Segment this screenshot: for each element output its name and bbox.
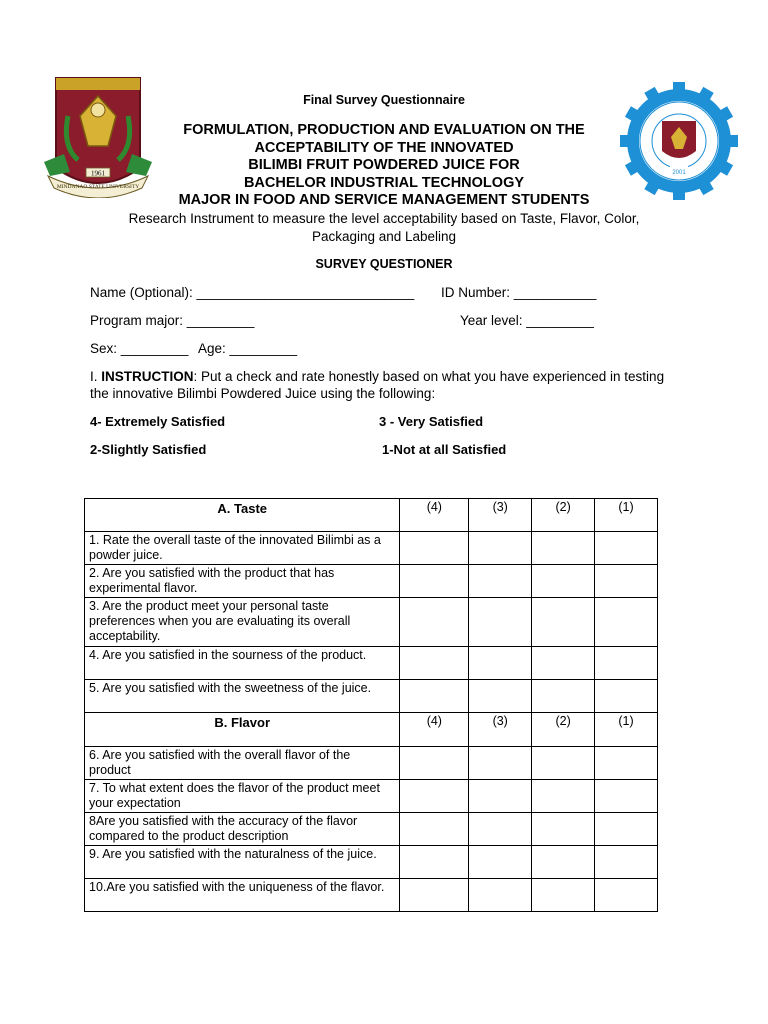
rating-cell[interactable]: [469, 598, 532, 647]
title-line-4: BACHELOR INDUSTRIAL TECHNOLOGY: [243, 174, 525, 191]
rating-cell[interactable]: [400, 813, 469, 846]
rating-cell[interactable]: [400, 598, 469, 647]
table-row: [85, 747, 658, 780]
rating-cell[interactable]: [469, 846, 532, 879]
question-cell: 10.Are you satisfied with the uniqueness of the flavor.: [85, 879, 400, 912]
rating-cell[interactable]: [532, 598, 595, 647]
rating-cell[interactable]: [595, 879, 658, 912]
table-row: [85, 780, 658, 813]
year-level-field[interactable]: Year level: _________: [460, 313, 594, 328]
name-field[interactable]: Name (Optional): _____________________________: [90, 285, 415, 300]
rating-cell[interactable]: [595, 846, 658, 879]
table-row: [85, 565, 658, 598]
rating-cell[interactable]: [469, 813, 532, 846]
question-cell: 2. Are you satisfied with the product that has experimental flavor.: [85, 565, 400, 598]
question-cell: 9. Are you satisfied with the naturalness of the juice.: [85, 846, 400, 879]
scale-4: 4- Extremely Satisfied: [90, 414, 226, 429]
rating-header: (4): [400, 713, 469, 747]
rating-cell[interactable]: [595, 532, 658, 565]
rating-cell[interactable]: [532, 780, 595, 813]
rating-header: (3): [469, 713, 532, 747]
table-row: [85, 647, 658, 680]
rating-cell[interactable]: [469, 647, 532, 680]
rating-cell[interactable]: [595, 680, 658, 713]
table-row: [85, 680, 658, 713]
question-cell: 6. Are you satisfied with the overall flavor of the product: [85, 747, 400, 780]
title-line-3: BILIMBI FRUIT POWDERED JUICE FOR: [248, 157, 520, 173]
table-row: [85, 879, 658, 912]
gear-logo-year: 2001: [672, 170, 686, 176]
rating-cell[interactable]: [595, 780, 658, 813]
rating-cell[interactable]: [400, 879, 469, 912]
age-field[interactable]: Age: _________: [198, 341, 298, 356]
program-major-field[interactable]: Program major: _________: [90, 313, 255, 328]
question-cell: 7. To what extent does the flavor of the product meet your expectation: [85, 780, 400, 813]
rating-cell[interactable]: [532, 846, 595, 879]
description-line-2: Packaging and Labeling: [311, 229, 457, 244]
rating-cell[interactable]: [400, 780, 469, 813]
sex-field[interactable]: Sex: _________: [90, 341, 189, 356]
seal-banner-text: MINDANAO STATE UNIVERSITY: [56, 184, 140, 190]
rating-cell[interactable]: [400, 747, 469, 780]
description-line-1: Research Instrument to measure the level acceptability based on Taste, Flavor, Color,: [128, 211, 640, 226]
rating-cell[interactable]: [469, 747, 532, 780]
rating-cell[interactable]: [532, 647, 595, 680]
rating-header: (3): [469, 499, 532, 532]
title-line-1: FORMULATION, PRODUCTION AND EVALUATION ON THE: [183, 122, 585, 138]
instruction-label: INSTRUCTION: [101, 369, 194, 384]
table-row: [85, 846, 658, 879]
scale-1: 1-Not at all Satisfied: [382, 442, 507, 457]
rating-cell[interactable]: [400, 846, 469, 879]
rating-cell[interactable]: [595, 747, 658, 780]
instruction-line-1: : Put a check and rate honestly based on what you have experienced in testing: [193, 369, 665, 384]
rating-cell[interactable]: [532, 747, 595, 780]
question-cell: 1. Rate the overall taste of the innovated Bilimbi as a powder juice.: [85, 532, 400, 565]
rating-header: (2): [532, 713, 595, 747]
section-header-row: [85, 713, 658, 747]
table-row: [85, 598, 658, 647]
scale-3: 3 - Very Satisfied: [379, 414, 484, 429]
question-cell: 5. Are you satisfied with the sweetness of the juice.: [85, 680, 400, 713]
subtitle: Final Survey Questionnaire: [303, 93, 465, 107]
seal-year: 1961: [91, 169, 105, 178]
rating-cell[interactable]: [400, 565, 469, 598]
survey-title: SURVEY QUESTIONER: [315, 257, 453, 271]
title-line-2: ACCEPTABILITY OF THE INNOVATED: [254, 139, 514, 156]
title-line-5: MAJOR IN FOOD AND SERVICE MANAGEMENT STUDENTS: [178, 192, 590, 208]
rating-cell[interactable]: [469, 780, 532, 813]
rating-cell[interactable]: [469, 680, 532, 713]
rating-cell[interactable]: [400, 532, 469, 565]
rating-header: (1): [595, 713, 658, 747]
rating-header: (1): [595, 499, 658, 532]
rating-header: (4): [400, 499, 469, 532]
rating-cell[interactable]: [532, 565, 595, 598]
school-gear-logo: [620, 82, 738, 200]
rating-header: (2): [532, 499, 595, 532]
rating-cell[interactable]: [595, 647, 658, 680]
question-cell: 8Are you satisfied with the accuracy of the flavor compared to the product description: [85, 813, 400, 846]
instruction-line-2: the innovative Bilimbi Powdered Juice using the following:: [90, 386, 436, 401]
rating-cell[interactable]: [532, 879, 595, 912]
rating-cell[interactable]: [469, 879, 532, 912]
rating-cell[interactable]: [595, 598, 658, 647]
rating-cell[interactable]: [469, 565, 532, 598]
rating-cell[interactable]: [400, 647, 469, 680]
university-seal-logo: [42, 76, 154, 198]
rating-cell[interactable]: [532, 532, 595, 565]
survey-table: [84, 498, 658, 912]
scale-2: 2-Slightly Satisfied: [90, 442, 207, 457]
question-cell: 3. Are the product meet your personal taste preferences when you are evaluating its overall acceptability.: [85, 598, 400, 647]
instruction-prefix: I.: [90, 369, 102, 384]
question-cell: 4. Are you satisfied in the sourness of the product.: [85, 647, 400, 680]
section-header-row: [85, 499, 658, 532]
rating-cell[interactable]: [400, 680, 469, 713]
rating-cell[interactable]: [469, 532, 532, 565]
section-title-flavor: B. Flavor: [85, 713, 400, 747]
table-row: [85, 813, 658, 846]
rating-cell[interactable]: [532, 680, 595, 713]
instruction-text: [90, 368, 690, 402]
rating-cell[interactable]: [595, 565, 658, 598]
section-title-taste: A. Taste: [85, 499, 400, 532]
id-number-field[interactable]: ID Number: ___________: [441, 285, 597, 300]
rating-cell[interactable]: [532, 813, 595, 846]
table-row: [85, 532, 658, 565]
rating-cell[interactable]: [595, 813, 658, 846]
